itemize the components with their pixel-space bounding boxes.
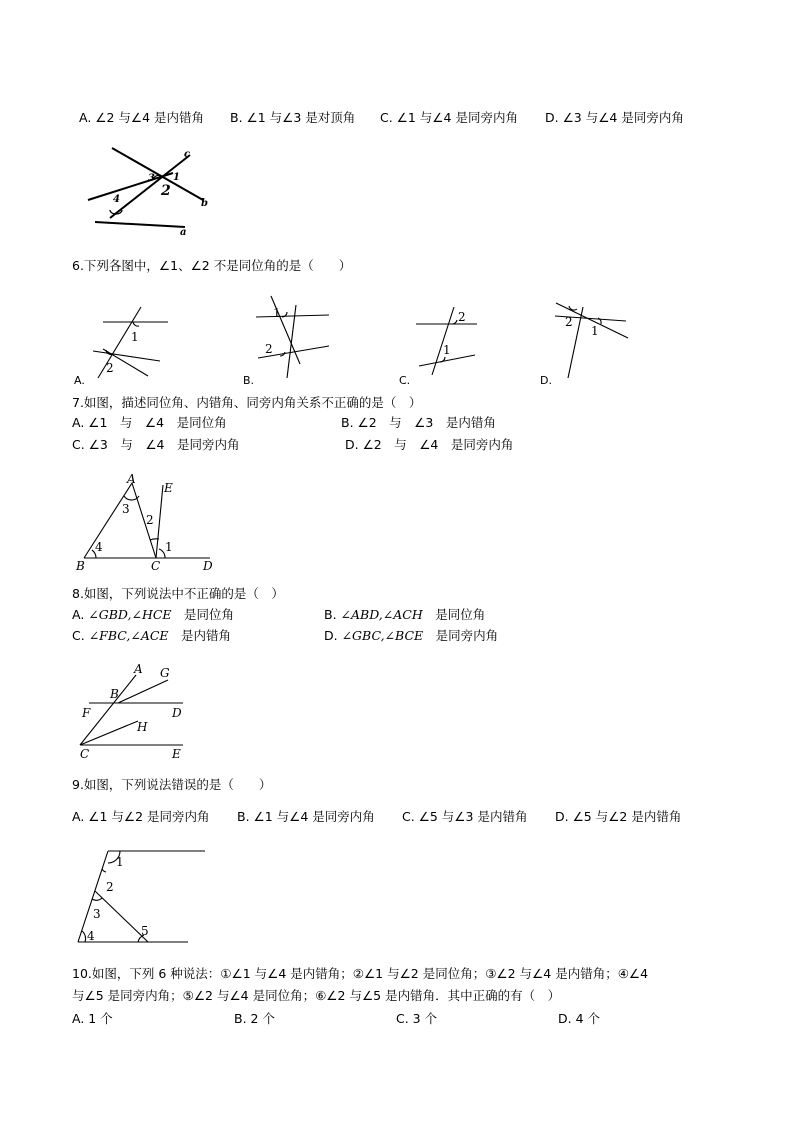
q8-label-b: B — [110, 687, 119, 701]
q8-option-c-letter: C. — [72, 628, 89, 643]
q8-option-b-letter: B. — [324, 607, 341, 622]
q8-label-g: G — [160, 666, 170, 680]
q7-label-b: B — [76, 559, 85, 573]
q6-b-label-2: 2 — [265, 342, 273, 356]
q6-letter-b: B. — [243, 374, 255, 387]
q10-option-a: A. 1 个 — [72, 1011, 113, 1026]
q7-option-d: D. ∠2 与 ∠4 是同旁内角 — [345, 437, 514, 452]
q8-option-a-math: ∠GBD,∠HCE — [88, 607, 172, 622]
q8-label-d: D — [172, 706, 182, 720]
q8-label-a: A — [134, 662, 143, 676]
q5-label-b: b — [201, 198, 208, 209]
q7-option-b: B. ∠2 与 ∠3 是内错角 — [341, 415, 496, 430]
q6-c-label-1: 1 — [443, 343, 451, 357]
q7-label-1: 1 — [165, 540, 173, 554]
q6-d-label-1: 1 — [591, 324, 599, 338]
q8-option-b-math: ∠ABD,∠ACH — [340, 607, 423, 622]
q7-stem: 7.如图，描述同位角、内错角、同旁内角关系不正确的是（ ） — [72, 395, 422, 410]
q8-option-d-math: ∠GBC,∠BCE — [341, 628, 424, 643]
q7-label-4: 4 — [95, 540, 103, 554]
q8-stem: 8.如图，下列说法中不正确的是（ ） — [72, 586, 284, 601]
q9-option-c: C. ∠5 与∠3 是内错角 — [402, 809, 528, 824]
q9-label-2: 2 — [106, 880, 114, 894]
q10-option-b: B. 2 个 — [234, 1011, 275, 1026]
q8-option-d-letter: D. — [324, 628, 342, 643]
q10-option-d: D. 4 个 — [558, 1011, 600, 1026]
q5-label-1: 1 — [173, 172, 180, 183]
q7-label-d: D — [203, 559, 213, 573]
q10-stem-line1: 10.如图，下列 6 种说法：①∠1 与∠4 是内错角；②∠1 与∠2 是同位角；③∠2 与∠4 是内错角；④∠4 — [72, 966, 649, 981]
q7-label-c: C — [151, 559, 161, 573]
q9-option-b: B. ∠1 与∠4 是同旁内角 — [237, 809, 375, 824]
q5-label-a: a — [180, 227, 187, 238]
q8-option-a-letter: A. — [72, 607, 89, 622]
q8-label-c: C — [80, 747, 90, 761]
q8-label-e: E — [172, 747, 181, 761]
q5-label-4: 4 — [113, 194, 120, 205]
q6-letter-d: D. — [540, 374, 552, 387]
q6-a-label-2: 2 — [106, 361, 114, 375]
q5-option-a: A. ∠2 与∠4 是内错角 — [79, 110, 205, 125]
q8-option-c-text: 是内错角 — [168, 628, 232, 643]
q7-option-a: A. ∠1 与 ∠4 是同位角 — [72, 415, 227, 430]
q6-stem: 6.下列各图中，∠1、∠2 不是同位角的是（ ） — [72, 258, 352, 273]
q5-option-b: B. ∠1 与∠3 是对顶角 — [230, 110, 356, 125]
q10-option-c: C. 3 个 — [396, 1011, 438, 1026]
q8-option-b-text: 是同位角 — [422, 607, 486, 622]
q5-option-d: D. ∠3 与∠4 是同旁内角 — [545, 110, 684, 125]
q8-label-f: F — [82, 706, 91, 720]
q8-option-a-text: 是同位角 — [171, 607, 235, 622]
q8-option-d-text: 是同旁内角 — [423, 628, 499, 643]
q6-letter-a: A. — [74, 374, 85, 387]
q8-label-h: H — [137, 720, 148, 734]
q7-label-2: 2 — [146, 513, 154, 527]
q8-option-c-math: ∠FBC,∠ACE — [88, 628, 169, 643]
q6-letter-c: C. — [399, 374, 411, 387]
q6-c-label-2: 2 — [458, 310, 466, 324]
q9-option-a: A. ∠1 与∠2 是同旁内角 — [72, 809, 210, 824]
q5-label-3: 3 — [148, 173, 155, 184]
q7-label-3: 3 — [122, 502, 130, 516]
q6-b-label-1: 1 — [273, 306, 281, 320]
q5-option-c: C. ∠1 与∠4 是同旁内角 — [380, 110, 518, 125]
q5-label-c: c — [184, 149, 191, 160]
q6-a-label-1: 1 — [131, 330, 139, 344]
q6-d-label-2: 2 — [565, 315, 573, 329]
q10-stem-line2: 与∠5 是同旁内角；⑤∠2 与∠4 是同位角；⑥∠2 与∠5 是内错角．其中正确的有（ ） — [72, 988, 561, 1003]
q7-label-e: E — [164, 481, 173, 495]
q9-label-1: 1 — [116, 855, 124, 869]
q9-label-3: 3 — [93, 907, 101, 921]
q5-label-2: 2 — [161, 183, 171, 199]
q7-option-c: C. ∠3 与 ∠4 是同旁内角 — [72, 437, 240, 452]
q9-label-5: 5 — [141, 924, 149, 938]
q7-label-a: A — [127, 472, 136, 486]
q9-stem: 9.如图，下列说法错误的是（ ） — [72, 777, 272, 792]
q9-label-4: 4 — [87, 929, 95, 943]
q9-option-d: D. ∠5 与∠2 是内错角 — [555, 809, 682, 824]
